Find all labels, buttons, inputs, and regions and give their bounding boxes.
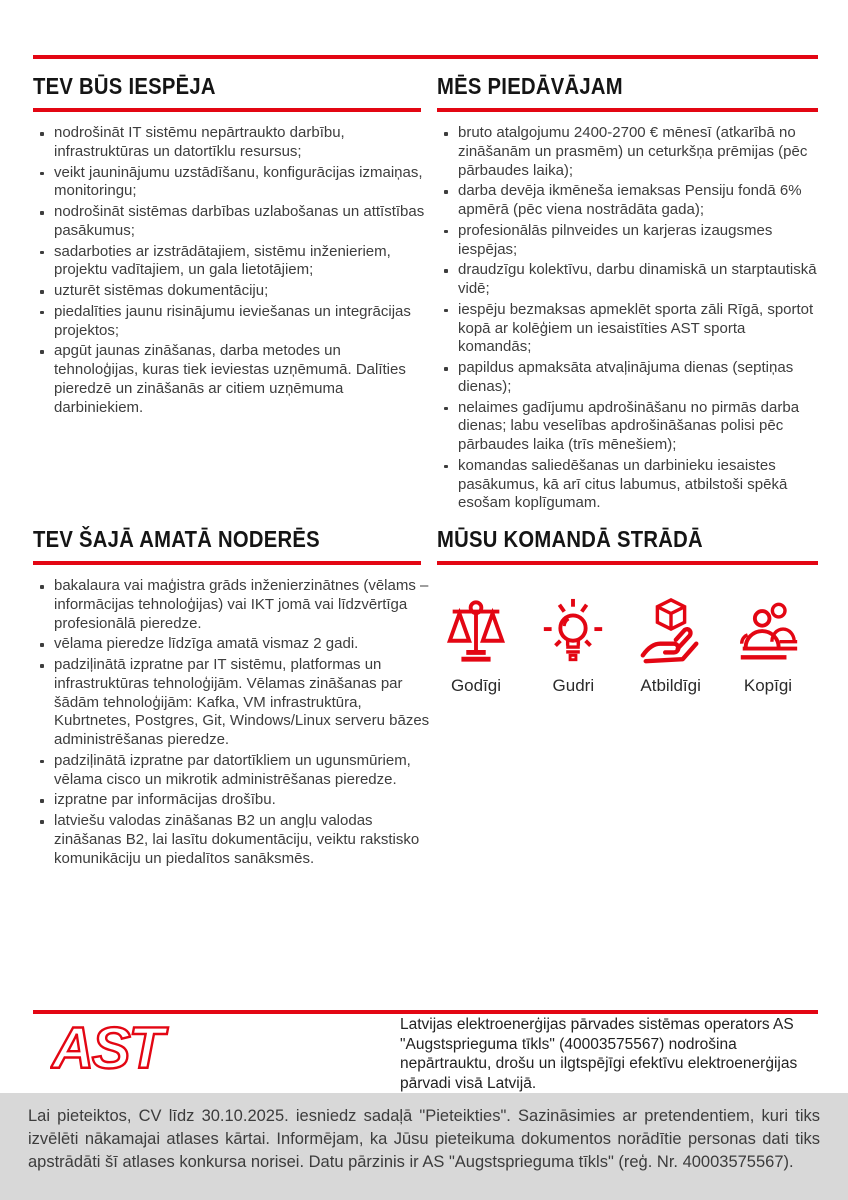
list-item: nelaimes gadījumu apdrošināšanu no pirmās darba dienas; labu veselības apdrošināšanas polisi pēc pārbaudes laika (trīs mēnešiem); — [437, 399, 821, 455]
value-label: Godīgi — [450, 676, 502, 695]
hand-cube-icon — [625, 597, 717, 667]
value-label: Kopīgi — [743, 676, 793, 695]
opportunities-list — [33, 124, 425, 419]
section-title-values: MŪSU KOMANDĀ STRĀDĀ — [437, 526, 703, 552]
value-card-kopigi — [722, 597, 814, 696]
list-item: apgūt jaunas zināšanas, darba metodes un tehnoloģijas, kuras tiek ieviestas uzņēmumā. Dalīties pieredzē un zināšanās ar citiem uzņēmuma darbiniekiem. — [33, 342, 425, 417]
list-item: vēlama pieredze līdzīga amatā vismaz 2 gadi. — [33, 635, 431, 654]
value-card-atbildigi — [625, 597, 717, 696]
underline-values — [437, 561, 818, 565]
application-footer — [0, 1093, 848, 1200]
people-icon — [722, 597, 814, 667]
underline-opportunities — [33, 108, 421, 112]
list-item: piedalīties jaunu risinājumu ieviešanas un integrācijas projektos; — [33, 303, 425, 341]
section-title-opportunities: TEV BŪS IESPĒJA — [33, 73, 216, 99]
list-item: iespēju bezmaksas apmeklēt sporta zāli Rīgā, sportot kopā ar kolēģiem un iesaistīties AST sporta komandās; — [437, 301, 821, 357]
top-rule — [33, 55, 818, 59]
list-item: bakalaura vai maģistra grāds inženierzinātnes (vēlams – informācijas tehnoloģijas) vai IKT jomā vai līdzvērtīga profesionālā pieredze. — [33, 577, 431, 633]
list-item: draudzīgu kolektīvu, darbu dinamiskā un starptautiskā vidē; — [437, 261, 821, 299]
underline-useful — [33, 561, 421, 565]
list-item: izpratne par informācijas drošību. — [33, 791, 431, 810]
list-item: nodrošināt IT sistēmu nepārtraukto darbību, infrastruktūras un datortīklu resursus; — [33, 124, 425, 162]
list-item: sadarboties ar izstrādātajiem, sistēmu inženieriem, projektu vadītajiem, un gala lietotājiem; — [33, 243, 425, 281]
value-card-gudri — [527, 597, 619, 696]
list-item: papildus apmaksāta atvaļinājuma dienas (septiņas dienas); — [437, 359, 821, 397]
list-item: padziļinātā izpratne par datortīkliem un ugunsmūriem, vēlama cisco un mikrotik administrēšanas pieredze. — [33, 752, 431, 790]
list-item: profesionālās pilnveides un karjeras izaugsmes iespējas; — [437, 222, 821, 260]
application-instructions: Lai pieteiktos, CV līdz 30.10.2025. iesniedz sadaļā "Pieteikties". Sazināsimies ar pretendentiem, kuri tiks izvēlēti nākamajai atlases kārtai. Informējam, ka Jūsu pieteikuma dokumentos norādītie personas dati tiks apstrādāti šī atlases konkursa norisei. Datu pārzinis ir AS "Augstsprieguma tīkls" (reģ. Nr. 40003575567). — [28, 1107, 820, 1171]
bottom-rule — [33, 1010, 818, 1014]
value-label: Atbildīgi — [640, 676, 701, 695]
useful-list — [33, 577, 431, 870]
ast-logo-text: AST — [52, 1018, 162, 1080]
scales-icon — [430, 597, 522, 667]
list-item: latviešu valodas zināšanas B2 un angļu valodas zināšanas B2, lai lasītu dokumentāciju, veiktu rakstisko komunikāciju un piedalītos sanāksmēs. — [33, 812, 431, 868]
list-item: veikt jauninājumu uzstādīšanu, konfigurācijas izmaiņas, monitoringu; — [33, 164, 425, 202]
value-label: Gudri — [552, 676, 595, 695]
section-title-offer: MĒS PIEDĀVĀJAM — [437, 73, 623, 99]
list-item: darba devēja ikmēneša iemaksas Pensiju fondā 6% apmērā (pēc viena nostrādāta gada); — [437, 182, 821, 220]
list-item: uzturēt sistēmas dokumentāciju; — [33, 282, 425, 301]
list-item: padziļinātā izpratne par IT sistēmu, platformas un infrastruktūras tehnoloģijām. Vēlamas zināšanas par šādām tehnoloģijām: Kafka, VM infrastruktūra, Kubrtnetes, Postgres, Git, Windows/Linux serveru bāzes administrēšanas pieredze. — [33, 656, 431, 750]
offer-list — [437, 124, 821, 515]
company-description: Latvijas elektroenerģijas pārvades sistēmas operators AS "Augstsprieguma tīkls" (40003575567) nodrošina nepārtrauktu, drošu un ilgtspējīgi efektīvu elektroenerģijas pārvadi visā Latvijā. — [400, 1016, 798, 1093]
list-item: bruto atalgojumu 2400-2700 € mēnesī (atkarībā no zināšanām un prasmēm) un ceturkšņa prēmijas (pēc pārbaudes laika); — [437, 124, 821, 180]
lightbulb-icon — [527, 597, 619, 667]
value-card-godigi — [430, 597, 522, 696]
company-values-row — [430, 597, 814, 696]
list-item: nodrošināt sistēmas darbības uzlabošanas un attīstības pasākumus; — [33, 203, 425, 241]
underline-offer — [437, 108, 818, 112]
section-title-useful: TEV ŠAJĀ AMATĀ NODERĒS — [33, 526, 320, 552]
ast-logo — [50, 1018, 200, 1085]
list-item: komandas saliedēšanas un darbinieku iesaistes pasākumus, kā arī citus labumus, atbilstoši spēkā esošam koplīgumam. — [437, 457, 821, 513]
